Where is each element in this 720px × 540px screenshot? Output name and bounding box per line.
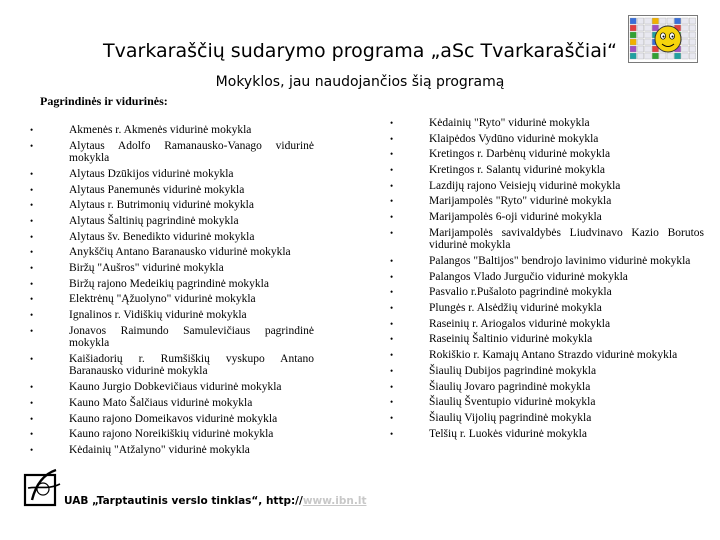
bullet-icon: •	[30, 310, 34, 321]
bullet-icon: •	[390, 334, 394, 345]
bullet-icon: •	[30, 278, 34, 289]
school-name: Kauno rajono Domeikavos vidurinė mokykla	[69, 412, 278, 425]
school-list-item	[30, 353, 314, 378]
bullet-icon: •	[30, 125, 34, 135]
school-list-item	[390, 133, 704, 146]
footer-link[interactable]: www.ibn.lt	[302, 495, 367, 507]
bullet-icon: •	[390, 303, 394, 314]
bullet-icon: •	[30, 325, 34, 336]
bullet-icon: •	[390, 428, 394, 439]
bullet-icon: •	[390, 256, 394, 266]
school-name: Kauno rajono Noreikiškių vidurinė mokykla	[69, 428, 274, 441]
bullet-icon: •	[30, 168, 34, 179]
bullet-icon: •	[390, 196, 394, 207]
school-name: Alytaus šv. Benedikto vidurinė mokykla	[69, 230, 255, 243]
school-list-item	[30, 397, 314, 410]
school-list-item	[390, 318, 704, 331]
school-name: Alytaus Dzūkijos vidurinė mokykla	[69, 167, 234, 180]
bullet-icon: •	[30, 140, 34, 151]
bullet-icon: •	[30, 184, 34, 195]
school-name: Alytaus Adolfo Ramanausko-Vanago vidurinė mokykla	[69, 139, 314, 165]
school-list-item	[30, 215, 314, 228]
school-list-item	[30, 444, 314, 457]
school-list-item	[30, 140, 314, 165]
school-name: Raseinių Šaltinio vidurinė mokykla	[429, 333, 593, 346]
school-name: Kretingos r. Salantų vidurinė mokykla	[429, 164, 605, 177]
school-name: Klaipėdos Vydūno vidurinė mokykla	[429, 132, 599, 145]
bullet-icon: •	[30, 200, 34, 211]
school-name: Kėdainių "Atžalyno" vidurinė mokykla	[69, 443, 250, 456]
school-list-item	[390, 255, 704, 268]
school-list-item	[390, 164, 704, 177]
school-name: Kauno Jurgio Dobkevičiaus vidurinė mokykla	[69, 381, 282, 394]
school-list-item	[30, 184, 314, 197]
school-list-item	[390, 365, 704, 378]
school-list-item	[390, 349, 704, 362]
bullet-icon: •	[30, 215, 34, 226]
school-list-item	[390, 286, 704, 299]
school-name: Jonavos Raimundo Samulevičiaus pagrindinė mokykla	[69, 324, 314, 350]
school-list-item	[30, 293, 314, 306]
school-list-item	[390, 180, 704, 193]
school-list-item	[30, 262, 314, 275]
section-title: Pagrindinės ir vidurinės:	[40, 94, 168, 108]
school-name: Plungės r. Alsėdžių vidurinė mokykla	[429, 302, 602, 315]
bullet-icon: •	[30, 353, 34, 364]
bullet-icon: •	[390, 180, 394, 191]
school-name: Telšių r. Luokės vidurinė mokykla	[429, 427, 587, 440]
bullet-icon: •	[390, 118, 394, 128]
bullet-icon: •	[30, 397, 34, 408]
footer-credit	[64, 495, 366, 507]
school-list-item	[390, 148, 704, 161]
ibn-logo	[22, 466, 64, 508]
school-list-item	[390, 302, 704, 315]
bullet-icon: •	[390, 212, 394, 223]
school-name: Elektrėnų "Ąžuolyno" vidurinė mokykla	[69, 293, 256, 306]
school-name: Šiaulių Vijolių pagrindinė mokykla	[429, 411, 592, 424]
page-subtitle: Mokyklos, jau naudojančios šią programą	[215, 74, 505, 90]
school-name: Kaišiadorių r. Rumšiškių vyskupo Antano Baranausko vidurinė mokykla	[69, 352, 314, 378]
school-name: Rokiškio r. Kamajų Antano Strazdo vidurinė mokykla	[429, 349, 678, 362]
school-name: Raseinių r. Ariogalos vidurinė mokykla	[429, 317, 611, 330]
school-list-item	[30, 168, 314, 181]
school-list-item	[30, 124, 314, 137]
bullet-icon: •	[390, 149, 394, 160]
school-list-item	[390, 333, 704, 346]
school-list-item	[390, 271, 704, 284]
school-name: Marijampolės savivaldybės Liudvinavo Kazio Borutos vidurinė mokykla	[429, 226, 704, 252]
school-list-item	[390, 381, 704, 394]
bullet-icon: •	[390, 165, 394, 176]
school-name: Šiaulių Jovaro pagrindinė mokykla	[429, 380, 591, 393]
bullet-icon: •	[30, 382, 34, 393]
school-list-item	[30, 246, 314, 259]
school-name: Šiaulių Dubijos pagrindinė mokykla	[429, 364, 597, 377]
school-list-item	[30, 231, 314, 244]
school-list-item	[30, 413, 314, 426]
school-list-item	[30, 278, 314, 291]
school-list-item	[390, 211, 704, 224]
bullet-icon: •	[390, 271, 394, 282]
school-name: Marijampolės "Ryto" vidurinė mokykla	[429, 195, 612, 208]
school-name: Kauno Mato Šalčiaus vidurinė mokykla	[69, 396, 253, 409]
bullet-icon: •	[30, 429, 34, 440]
school-name: Pasvalio r.Pušaloto pagrindinė mokykla	[429, 286, 612, 299]
school-name: Anykščių Antano Baranausko vidurinė mokykla	[69, 246, 291, 259]
footer-company: UAB „Tarptautinis verslo tinklas“, http://	[64, 495, 303, 507]
school-list-item	[390, 428, 704, 441]
page-title: Tvarkaraščių sudarymo programa „aSc Tvarkaraščiai“	[103, 40, 617, 62]
bullet-icon: •	[30, 444, 34, 455]
school-list-item	[390, 117, 704, 130]
school-list-item	[30, 199, 314, 212]
school-name: Kėdainių "Ryto" vidurinė mokykla	[429, 117, 590, 129]
bullet-icon: •	[390, 350, 394, 361]
school-name: Akmenės r. Akmenės vidurinė mokykla	[69, 124, 252, 136]
bullet-icon: •	[390, 381, 394, 392]
school-name: Biržų rajono Medeikių pagrindinė mokykla	[69, 277, 269, 290]
school-list-item	[30, 428, 314, 441]
school-name: Biržų "Aušros" vidurinė mokykla	[69, 262, 224, 274]
bullet-icon: •	[390, 287, 394, 298]
school-list-item	[30, 325, 314, 350]
bullet-icon: •	[390, 412, 394, 423]
school-name: Šiaulių Šventupio vidurinė mokykla	[429, 396, 596, 409]
school-name: Alytaus Panemunės vidurinė mokykla	[69, 183, 245, 196]
bullet-icon: •	[30, 294, 34, 305]
bullet-icon: •	[30, 247, 34, 258]
bullet-icon: •	[30, 413, 34, 424]
school-name: Alytaus r. Butrimonių vidurinė mokykla	[69, 199, 254, 212]
bullet-icon: •	[30, 231, 34, 242]
bullet-icon: •	[390, 318, 394, 329]
school-list-item	[30, 381, 314, 394]
school-name: Alytaus Šaltinių pagrindinė mokykla	[69, 214, 239, 227]
school-name: Kretingos r. Darbėnų vidurinė mokykla	[429, 148, 611, 161]
school-name: Marijampolės 6-oji vidurinė mokykla	[429, 211, 602, 224]
school-list-left	[30, 124, 314, 460]
school-name: Palangos "Baltijos" bendrojo lavinimo vidurinė mokykla	[429, 255, 691, 267]
bullet-icon: •	[30, 263, 34, 273]
bullet-icon: •	[390, 133, 394, 144]
school-list-right	[390, 117, 704, 443]
school-name: Lazdijų rajono Veisiejų vidurinė mokykla	[429, 179, 621, 192]
school-list-item	[390, 412, 704, 425]
school-list-item	[390, 396, 704, 409]
school-list-item	[390, 195, 704, 208]
bullet-icon: •	[390, 397, 394, 408]
school-name: Ignalinos r. Vidiškių vidurinė mokykla	[69, 309, 247, 322]
bullet-icon: •	[390, 365, 394, 376]
school-name: Palangos Vlado Jurgučio vidurinė mokykla	[429, 270, 628, 283]
school-list-item	[390, 227, 704, 252]
bullet-icon: •	[390, 227, 394, 238]
school-list-item	[30, 309, 314, 322]
